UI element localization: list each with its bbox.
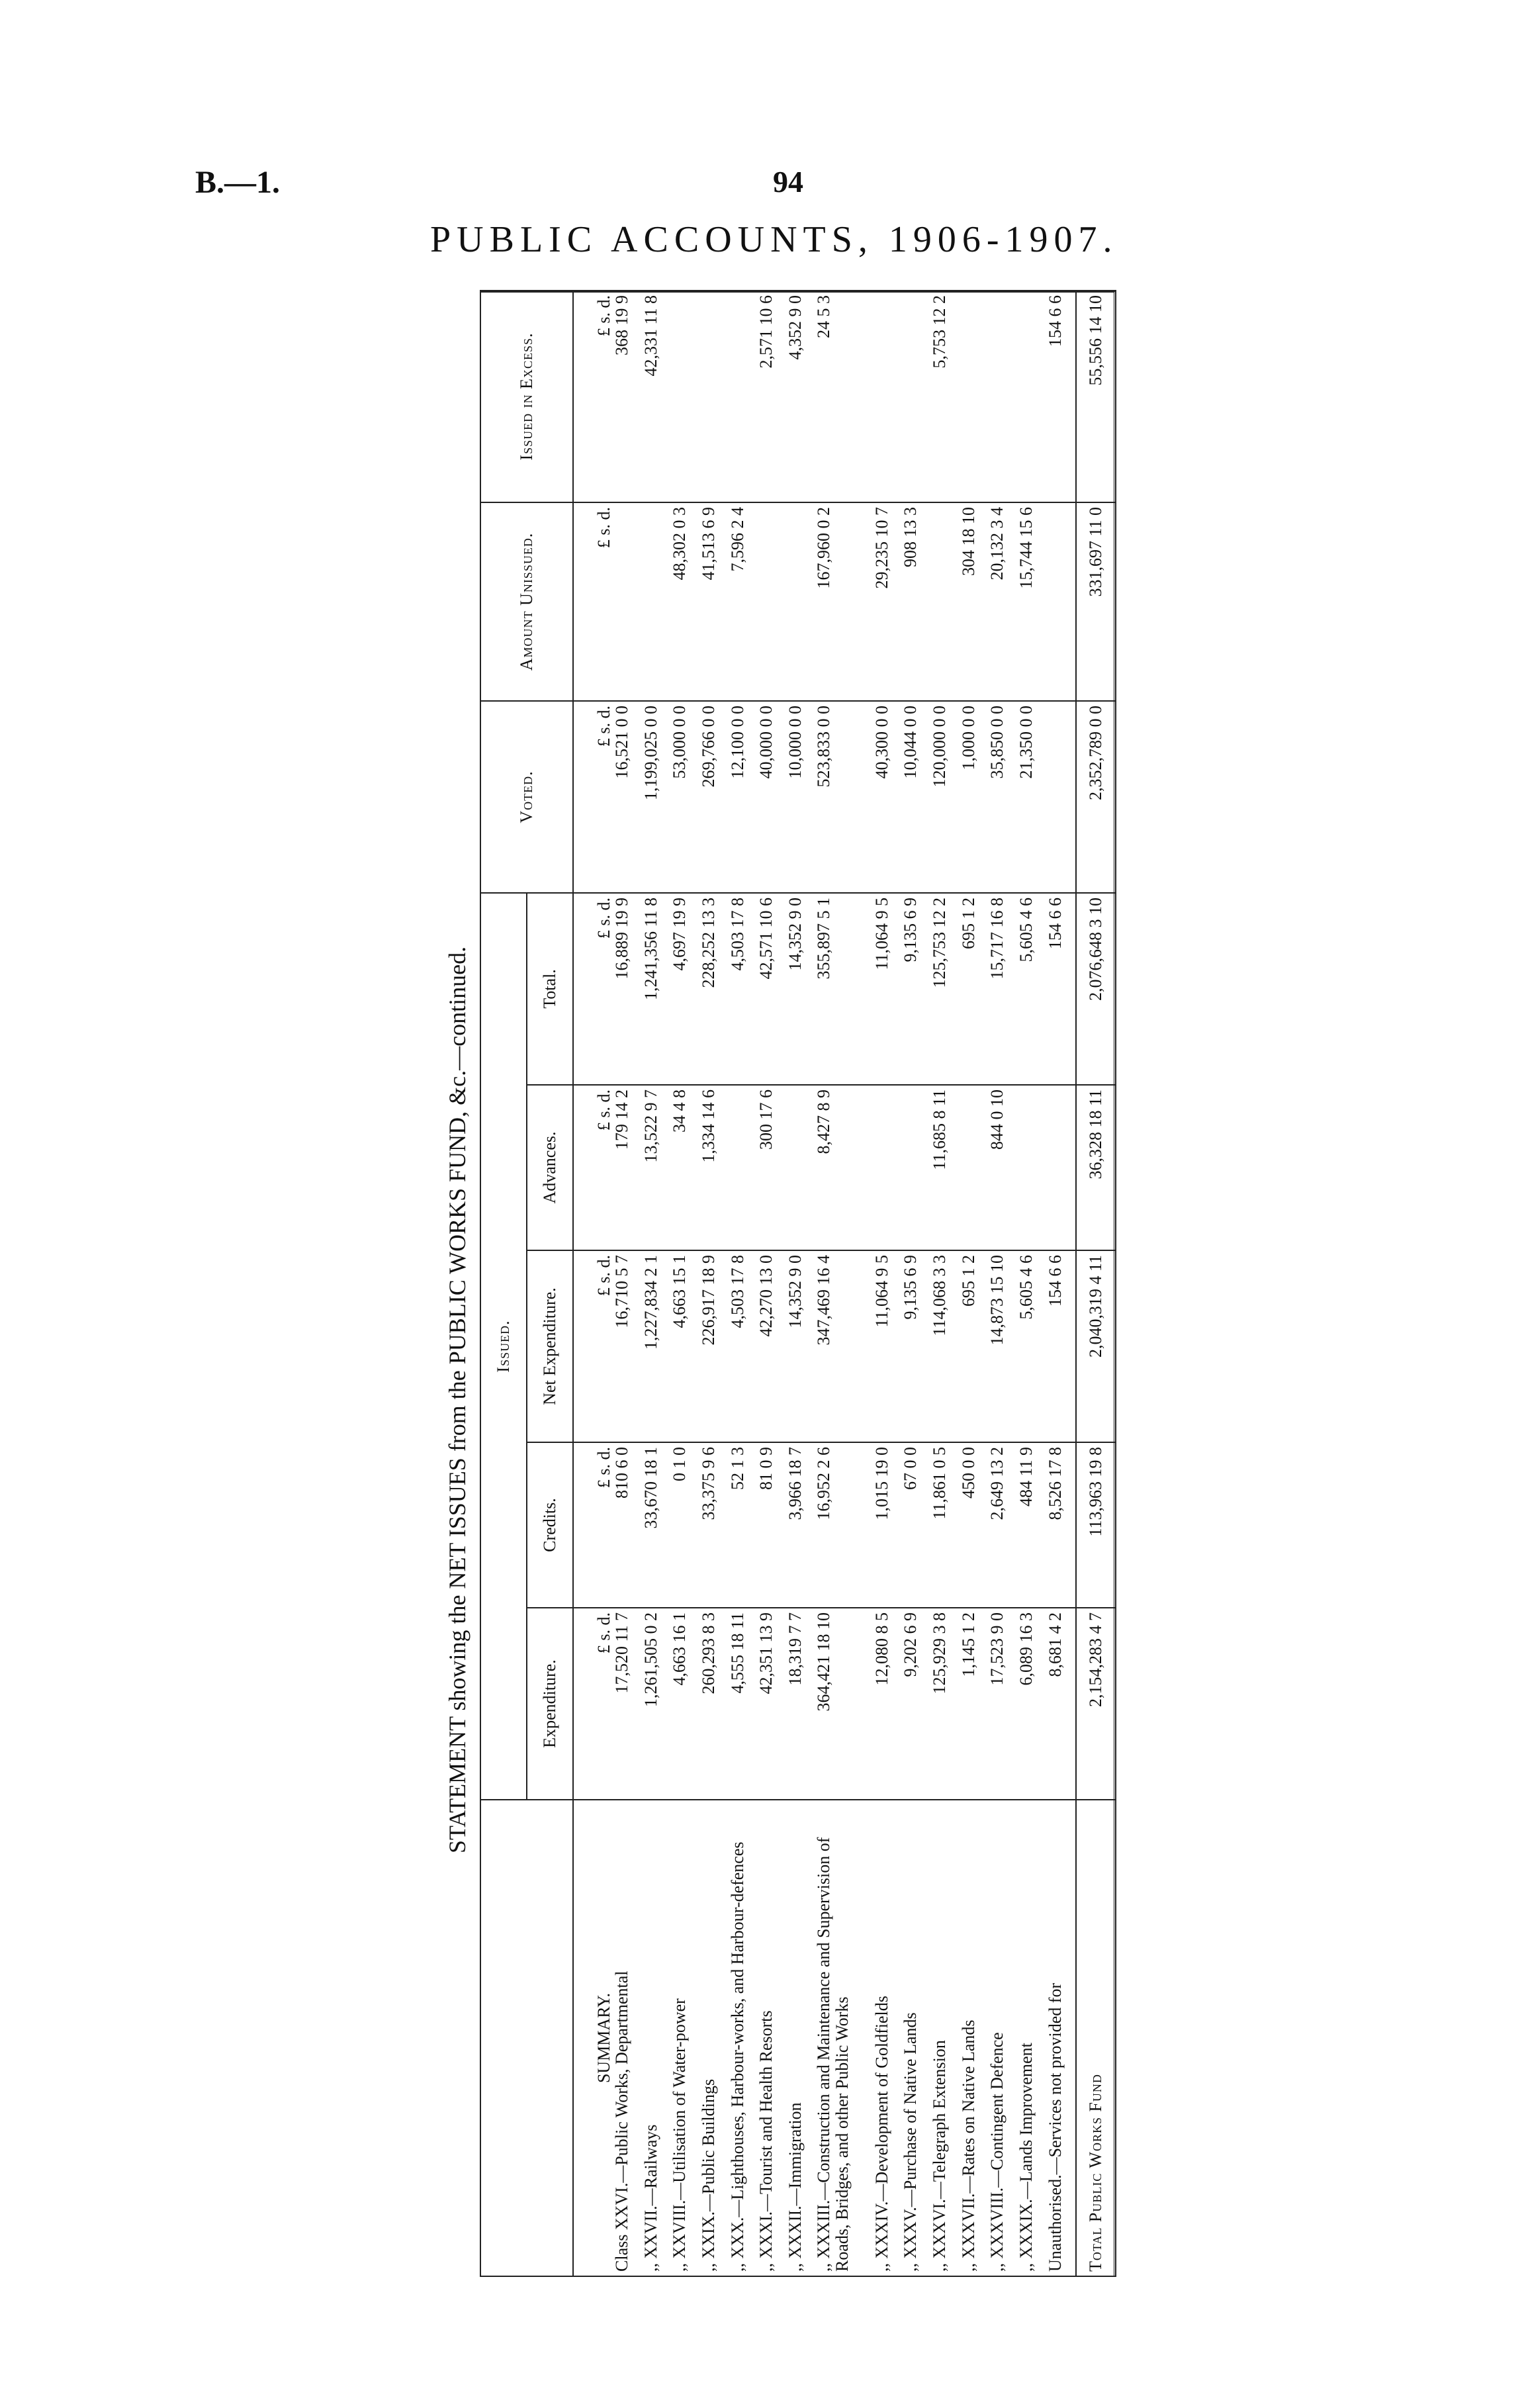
cell-credits: 8,526 17 8	[1046, 1442, 1076, 1608]
cell-advances: 1,334 14 6	[699, 1085, 729, 1250]
cell-advances: 34 4 8	[670, 1085, 699, 1250]
units-label: £ s. d.	[573, 1085, 613, 1250]
cell-excess	[1017, 291, 1046, 502]
cell-voted: 21,350 0 0	[1017, 701, 1046, 893]
cell-unissued: 7,596 2 4	[729, 502, 758, 701]
units-label: £ s. d.	[573, 291, 613, 502]
table-row	[1017, 291, 1046, 2276]
rotated-table-container	[480, 291, 1116, 2277]
cell-expenditure: 8,681 4 2	[1046, 1608, 1076, 1800]
cell-unissued: 167,960 0 2	[815, 502, 872, 701]
table-row	[873, 291, 902, 2276]
cell-unissued: 41,513 6 9	[699, 502, 729, 701]
cell-advances	[786, 1085, 815, 1250]
row-label: ,, XXVII.—Railways	[642, 1800, 671, 2276]
cell-voted	[1046, 701, 1076, 893]
page-number: 94	[773, 165, 803, 199]
running-title: PUBLIC ACCOUNTS, 1906-1907.	[430, 219, 1118, 260]
cell-credits: 810 6 0	[613, 1442, 642, 1608]
units-label: £ s. d.	[573, 893, 613, 1085]
units-label: £ s. d.	[573, 1608, 613, 1800]
cell-expenditure: 17,523 9 0	[988, 1608, 1017, 1800]
cell-credits: 16,952 2 6	[815, 1442, 872, 1608]
row-label: ,, XXXVIII.—Contingent Defence	[988, 1800, 1017, 2276]
cell-net-expenditure: 14,352 9 0	[786, 1250, 815, 1442]
cell-unissued: 20,132 3 4	[988, 502, 1017, 701]
cell-voted: 120,000 0 0	[930, 701, 960, 893]
table-row	[815, 291, 872, 2276]
row-label: ,, XXXIV.—Development of Goldfields	[873, 1800, 902, 2276]
cell-credits: 3,966 18 7	[786, 1442, 815, 1608]
cell-excess	[901, 291, 930, 502]
cell-total-issued: 11,064 9 5	[873, 893, 902, 1085]
cell-credits: 81 0 9	[757, 1442, 786, 1608]
table-row	[786, 291, 815, 2276]
table-row	[613, 291, 642, 2276]
units-label: £ s. d.	[573, 1250, 613, 1442]
net-issues-table	[480, 290, 1116, 2277]
cell-expenditure: 17,520 11 7	[613, 1608, 642, 1800]
cell-total-issued: 15,717 16 8	[988, 893, 1017, 1085]
row-label: ,, XXXIX.—Lands Improvement	[1017, 1800, 1046, 2276]
units-label: £ s. d.	[573, 502, 613, 701]
row-label: ,, XXX.—Lighthouses, Harbour-works, and Harbour-defences	[729, 1800, 758, 2276]
cell-advances: 13,522 9 7	[642, 1085, 671, 1250]
cell-credits: 33,375 9 6	[699, 1442, 729, 1608]
cell-voted: 40,300 0 0	[873, 701, 902, 893]
cell-credits: 0 1 0	[670, 1442, 699, 1608]
cell-voted: 10,000 0 0	[786, 701, 815, 893]
table-row	[699, 291, 729, 2276]
table-row	[988, 291, 1017, 2276]
cell-total-issued: 125,753 12 2	[930, 893, 960, 1085]
cell-credits: 2,649 13 2	[988, 1442, 1017, 1608]
cell-net-expenditure: 1,227,834 2 1	[642, 1250, 671, 1442]
cell-net-expenditure: 16,710 5 7	[613, 1250, 642, 1442]
cell-unissued	[757, 502, 786, 701]
total-credits: 113,963 19 8	[1076, 1442, 1116, 1608]
cell-excess: 154 6 6	[1046, 291, 1076, 502]
cell-expenditure: 1,145 1 2	[960, 1608, 989, 1800]
total-excess: 55,556 14 10	[1076, 291, 1116, 502]
cell-credits: 11,861 0 5	[930, 1442, 960, 1608]
cell-net-expenditure: 695 1 2	[960, 1250, 989, 1442]
statement-title: STATEMENT showing the NET ISSUES from the PUBLIC WORKS FUND, &c.—continued.	[444, 946, 471, 1853]
cell-advances	[960, 1085, 989, 1250]
cell-credits: 1,015 19 0	[873, 1442, 902, 1608]
cell-total-issued: 4,503 17 8	[729, 893, 758, 1085]
cell-advances: 11,685 8 11	[930, 1085, 960, 1250]
cell-net-expenditure: 4,663 15 1	[670, 1250, 699, 1442]
cell-excess: 24 5 3	[815, 291, 872, 502]
units-label: £ s. d.	[573, 701, 613, 893]
cell-expenditure: 260,293 8 3	[699, 1608, 729, 1800]
row-label: ,, XXXII.—Immigration	[786, 1800, 815, 2276]
row-label: ,, XXXI.—Tourist and Health Resorts	[757, 1800, 786, 2276]
cell-unissued: 304 18 10	[960, 502, 989, 701]
cell-unissued	[786, 502, 815, 701]
cell-net-expenditure: 154 6 6	[1046, 1250, 1076, 1442]
cell-advances: 844 0 10	[988, 1085, 1017, 1250]
cell-net-expenditure: 114,068 3 3	[930, 1250, 960, 1442]
cell-expenditure: 9,202 6 9	[901, 1608, 930, 1800]
cell-advances: 179 14 2	[613, 1085, 642, 1250]
cell-unissued: 48,302 0 3	[670, 502, 699, 701]
row-label: ,, XXXVI.—Telegraph Extension	[930, 1800, 960, 2276]
cell-unissued	[930, 502, 960, 701]
cell-credits: 67 0 0	[901, 1442, 930, 1608]
cell-unissued	[613, 502, 642, 701]
row-label: ,, XXXVII.—Rates on Native Lands	[960, 1800, 989, 2276]
table-row	[901, 291, 930, 2276]
total-expenditure: 2,154,283 4 7	[1076, 1608, 1116, 1800]
cell-net-expenditure: 5,605 4 6	[1017, 1250, 1046, 1442]
cell-credits: 484 11 9	[1017, 1442, 1046, 1608]
cell-voted: 53,000 0 0	[670, 701, 699, 893]
cell-total-issued: 154 6 6	[1046, 893, 1076, 1085]
table-row	[729, 291, 758, 2276]
cell-net-expenditure: 4,503 17 8	[729, 1250, 758, 1442]
cell-excess	[729, 291, 758, 502]
total-advances: 36,328 18 11	[1076, 1085, 1116, 1250]
cell-expenditure: 1,261,505 0 2	[642, 1608, 671, 1800]
cell-voted: 1,199,025 0 0	[642, 701, 671, 893]
cell-advances	[729, 1085, 758, 1250]
cell-excess: 2,571 10 6	[757, 291, 786, 502]
cell-unissued	[1046, 502, 1076, 701]
cell-net-expenditure: 347,469 16 4	[815, 1250, 872, 1442]
row-label: ,, XXIX.—Public Buildings	[699, 1800, 729, 2276]
cell-total-issued: 16,889 19 9	[613, 893, 642, 1085]
cell-advances	[873, 1085, 902, 1250]
cell-excess: 4,352 9 0	[786, 291, 815, 502]
advances-header: Advances.	[527, 1085, 573, 1250]
unissued-header: Amount Unissued.	[480, 502, 573, 701]
total-unissued: 331,697 11 0	[1076, 502, 1116, 701]
total-label: Total Public Works Fund	[1076, 1800, 1116, 2276]
cell-credits: 52 1 3	[729, 1442, 758, 1608]
cell-expenditure: 18,319 7 7	[786, 1608, 815, 1800]
cell-total-issued: 14,352 9 0	[786, 893, 815, 1085]
cell-voted: 16,521 0 0	[613, 701, 642, 893]
cell-total-issued: 695 1 2	[960, 893, 989, 1085]
cell-total-issued: 9,135 6 9	[901, 893, 930, 1085]
cell-advances	[901, 1085, 930, 1250]
cell-excess: 5,753 12 2	[930, 291, 960, 502]
table-row	[960, 291, 989, 2276]
cell-advances: 8,427 8 9	[815, 1085, 872, 1250]
table-row	[930, 291, 960, 2276]
cell-voted: 10,044 0 0	[901, 701, 930, 893]
cell-total-issued: 5,605 4 6	[1017, 893, 1046, 1085]
issued-header: Issued.	[480, 893, 527, 1800]
cell-unissued: 908 13 3	[901, 502, 930, 701]
cell-voted: 1,000 0 0	[960, 701, 989, 893]
credits-header: Credits.	[527, 1442, 573, 1608]
cell-advances	[1017, 1085, 1046, 1250]
cell-net-expenditure: 14,873 15 10	[988, 1250, 1017, 1442]
cell-excess	[670, 291, 699, 502]
cell-expenditure: 4,555 18 11	[729, 1608, 758, 1800]
cell-net-expenditure: 226,917 18 9	[699, 1250, 729, 1442]
total-voted: 2,352,789 0 0	[1076, 701, 1116, 893]
cell-unissued	[642, 502, 671, 701]
cell-excess: 42,331 11 8	[642, 291, 671, 502]
label-column-header	[480, 1800, 573, 2276]
cell-net-expenditure: 11,064 9 5	[873, 1250, 902, 1442]
voted-header: Voted.	[480, 701, 573, 893]
cell-expenditure: 42,351 13 9	[757, 1608, 786, 1800]
units-label: £ s. d.	[573, 1442, 613, 1608]
cell-voted: 523,833 0 0	[815, 701, 872, 893]
total-header: Total.	[527, 893, 573, 1085]
cell-total-issued: 4,697 19 9	[670, 893, 699, 1085]
total-issued: 2,076,648 3 10	[1076, 893, 1116, 1085]
cell-expenditure: 4,663 16 1	[670, 1608, 699, 1800]
cell-total-issued: 1,241,356 11 8	[642, 893, 671, 1085]
cell-excess	[960, 291, 989, 502]
net-expenditure-header: Net Expenditure.	[527, 1250, 573, 1442]
excess-header: Issued in Excess.	[480, 291, 573, 502]
cell-expenditure: 12,080 8 5	[873, 1608, 902, 1800]
document-reference: B.—1.	[195, 165, 281, 200]
cell-credits: 450 0 0	[960, 1442, 989, 1608]
row-label: ,, XXXV.—Purchase of Native Lands	[901, 1800, 930, 2276]
cell-expenditure: 125,929 3 8	[930, 1608, 960, 1800]
cell-total-issued: 42,571 10 6	[757, 893, 786, 1085]
row-label: Class XXVI.—Public Works, Departmental	[613, 1800, 642, 2276]
cell-unissued: 29,235 10 7	[873, 502, 902, 701]
cell-expenditure: 364,421 18 10	[815, 1608, 872, 1800]
row-label: ,, XXVIII.—Utilisation of Water-power	[670, 1800, 699, 2276]
cell-advances: 300 17 6	[757, 1085, 786, 1250]
cell-excess	[873, 291, 902, 502]
cell-voted: 40,000 0 0	[757, 701, 786, 893]
cell-unissued: 15,744 15 6	[1017, 502, 1046, 701]
table-row	[757, 291, 786, 2276]
cell-voted: 35,850 0 0	[988, 701, 1017, 893]
cell-excess	[699, 291, 729, 502]
cell-net-expenditure: 42,270 13 0	[757, 1250, 786, 1442]
cell-excess: 368 19 9	[613, 291, 642, 502]
row-label: Unauthorised.—Services not provided for	[1046, 1800, 1076, 2276]
table-row	[1046, 291, 1076, 2276]
expenditure-header: Expenditure.	[527, 1608, 573, 1800]
cell-voted: 269,766 0 0	[699, 701, 729, 893]
summary-label: SUMMARY.	[573, 1800, 613, 2276]
table-row	[670, 291, 699, 2276]
cell-voted: 12,100 0 0	[729, 701, 758, 893]
cell-credits: 33,670 18 1	[642, 1442, 671, 1608]
cell-excess	[988, 291, 1017, 502]
total-net-expenditure: 2,040,319 4 11	[1076, 1250, 1116, 1442]
table-row	[642, 291, 671, 2276]
cell-total-issued: 228,252 13 3	[699, 893, 729, 1085]
cell-total-issued: 355,897 5 1	[815, 893, 872, 1085]
cell-advances	[1046, 1085, 1076, 1250]
row-label: ,, XXXIII.—Construction and Maintenance and Supervision of Roads, Bridges, and other Public Works	[815, 1800, 872, 2276]
cell-expenditure: 6,089 16 3	[1017, 1608, 1046, 1800]
cell-net-expenditure: 9,135 6 9	[901, 1250, 930, 1442]
